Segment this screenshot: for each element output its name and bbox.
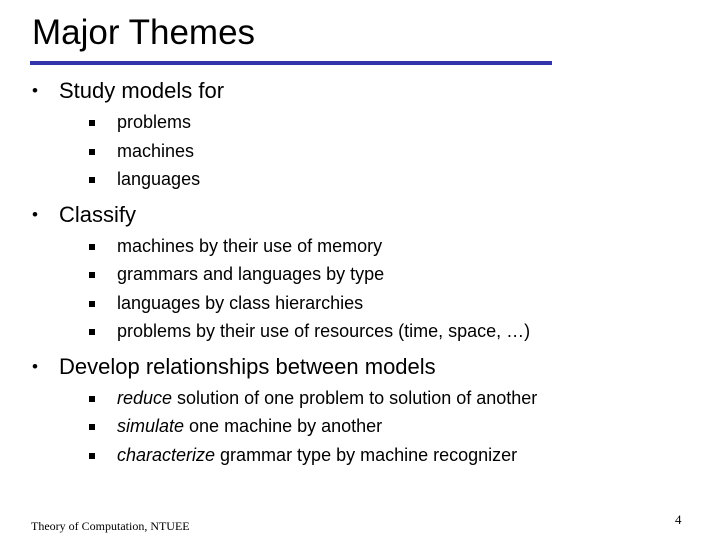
footer-text: Theory of Computation, NTUEE [31,519,190,533]
topic-label: Develop relationships between models [59,353,436,379]
slide-content [32,76,692,469]
square-bullet-icon [89,329,95,335]
subtopic-item [89,232,692,261]
subtopic-item [89,412,692,441]
square-bullet-icon [89,149,95,155]
bullet-icon: • [32,204,38,224]
topic-item [32,352,692,470]
square-bullet-icon [89,424,95,430]
subtopic-emphasis: simulate [117,416,185,436]
subtopic-item [89,317,692,346]
subtopic-text: grammar type by machine recognizer [215,444,518,465]
subtopic-text: problems by their use of resources (time, space, …) [117,321,531,341]
square-bullet-icon [89,120,95,126]
subtopic-item [89,137,692,166]
square-bullet-icon [89,396,95,402]
subtopic-text: solution of one problem to solution of another [172,387,538,408]
subtopic-list [59,232,692,346]
bullet-icon: • [32,356,38,376]
subtopic-item [89,260,692,289]
subtopic-text: problems [117,112,192,132]
topic-item [32,200,692,346]
subtopic-text: languages [117,169,201,189]
square-bullet-icon [89,272,95,278]
subtopic-item [89,441,692,470]
bullet-icon: • [32,81,38,100]
subtopic-emphasis: reduce [117,387,173,408]
topic-label: Study models for [59,78,225,103]
subtopic-list [59,108,692,194]
subtopic-text: machines by their use of memory [117,235,383,256]
topic-item [32,76,692,194]
slide-title: Major Themes [32,13,256,52]
subtopic-item [89,165,692,194]
square-bullet-icon [89,177,95,183]
subtopic-list [59,384,692,470]
subtopic-item [89,289,692,318]
subtopic-text: grammars and languages by type [117,264,385,284]
title-underline [30,61,552,65]
subtopic-text: machines [117,140,195,161]
square-bullet-icon [89,244,95,250]
square-bullet-icon [89,301,95,307]
subtopic-emphasis: characterize [117,444,216,465]
topic-list [32,76,692,469]
subtopic-text: one machine by another [184,416,383,436]
square-bullet-icon [89,453,95,459]
topic-label: Classify [59,201,137,227]
page-number: 4 [675,512,682,527]
subtopic-text: languages by class hierarchies [117,292,364,313]
subtopic-item [89,108,692,137]
subtopic-item [89,384,692,413]
